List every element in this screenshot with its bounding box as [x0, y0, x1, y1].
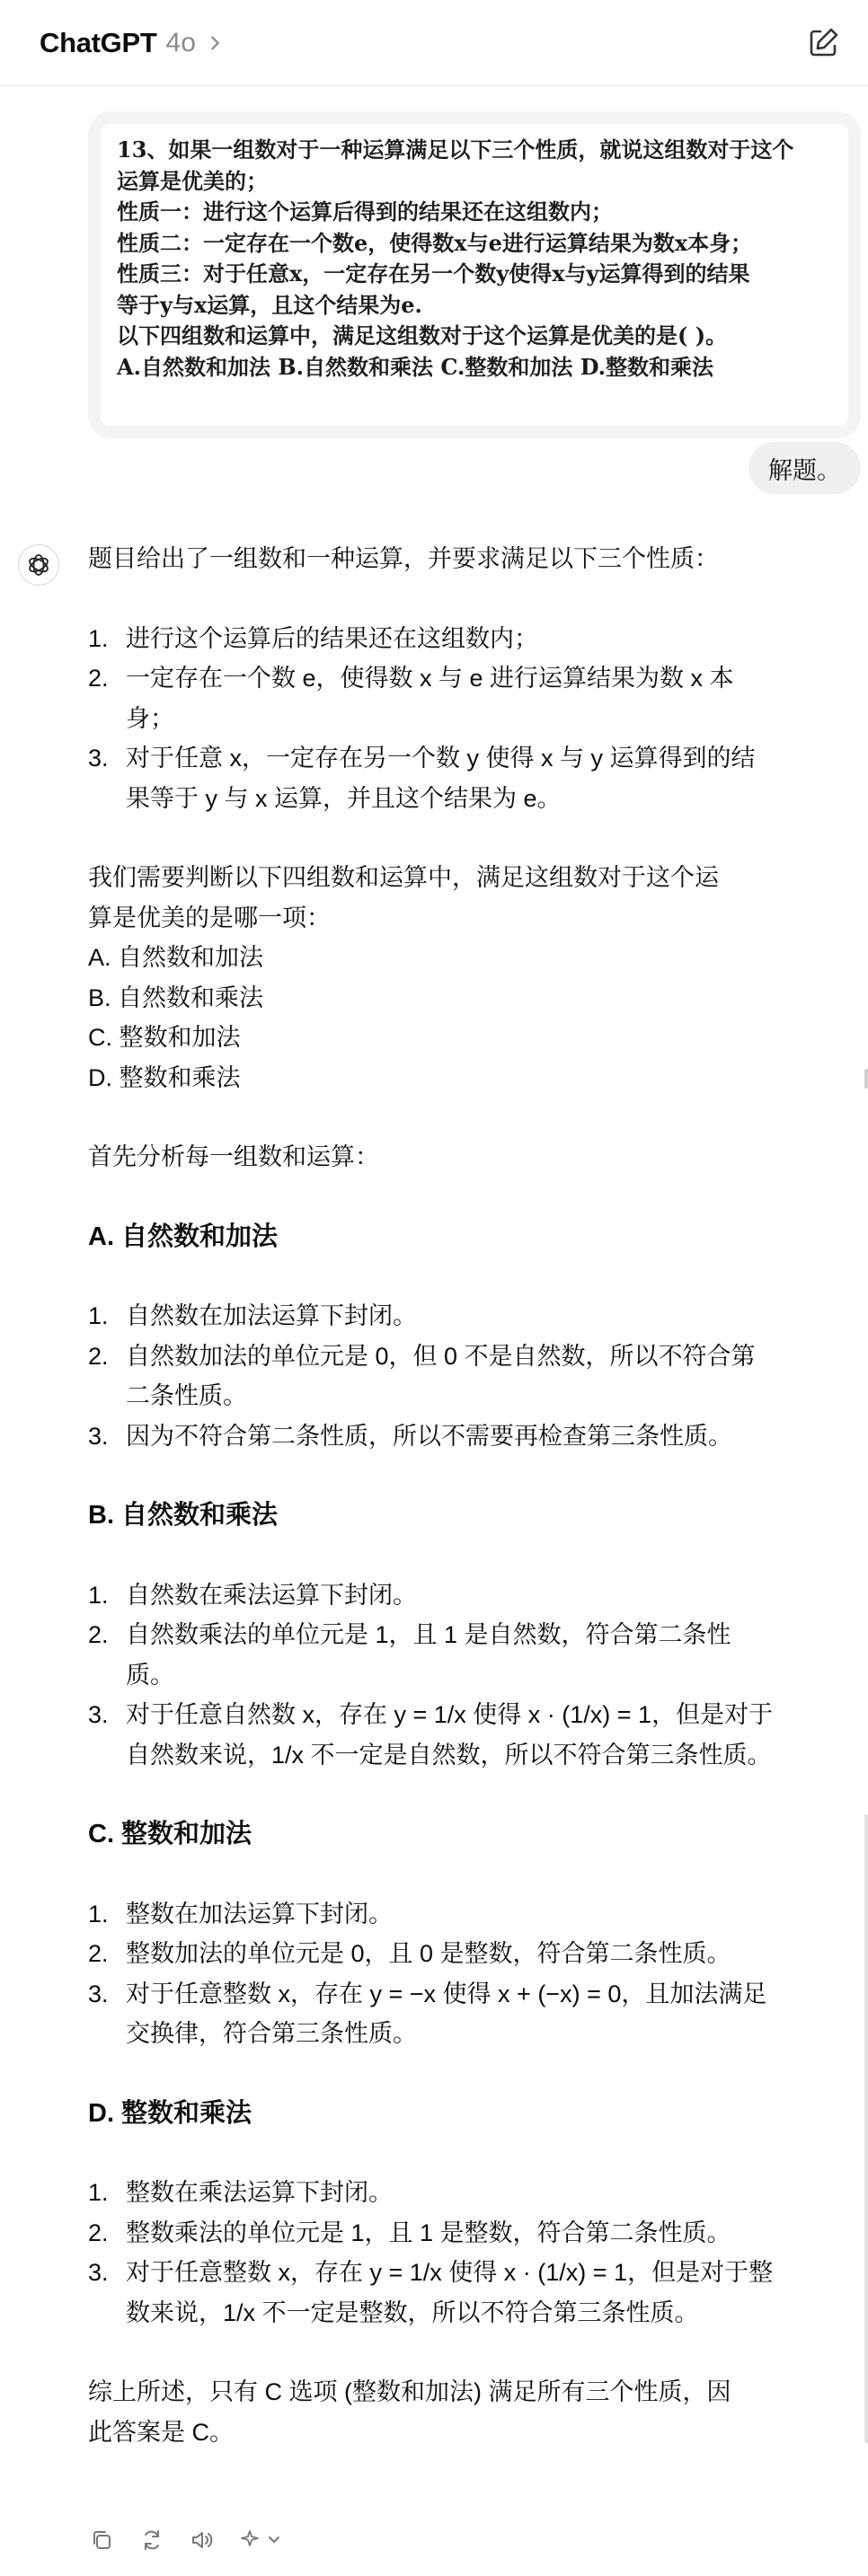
- user-message-text: 解题。: [768, 456, 841, 484]
- list-item: 2. 整数加法的单位元是 0，且 0 是整数，符合第二条性质。: [88, 1940, 731, 1967]
- question-line: 运算是优美的；: [117, 167, 268, 194]
- list-item: 3. 对于任意整数 x，存在 y = −x 使得 x + (−x) = 0，且加法满足交换律，符合第三条性质。: [88, 1980, 767, 2047]
- section-list: [88, 1296, 776, 1456]
- question-line: A.自然数和加法 B.自然数和乘法 C.整数和加法 D.整数和乘法: [117, 353, 714, 380]
- assistant-avatar: [18, 544, 59, 586]
- option-item: B. 自然数和乘法: [88, 984, 264, 1011]
- question-image: [101, 124, 848, 426]
- chevron-right-icon: [205, 33, 225, 53]
- model-name: 4o: [165, 28, 196, 57]
- message-actions: [86, 2522, 288, 2558]
- section-heading: B. 自然数和乘法: [88, 1501, 279, 1530]
- question-line: 13、如果一组数对于一种运算满足以下三个性质，就说这组数对于这个: [117, 137, 794, 163]
- user-message-bubble[interactable]: [748, 442, 861, 494]
- list-item: 1. 自然数在乘法运算下封闭。: [88, 1581, 417, 1609]
- assistant-message: [88, 539, 776, 2452]
- question-line: 性质三：对于任意x，一定存在另一个数y使得x与y运算得到的结果: [117, 260, 750, 287]
- list-item: 2. 自然数加法的单位元是 0，但 0 不是自然数，所以不符合第二条性质。: [88, 1342, 756, 1409]
- list-item: 3. 对于任意 x，一定存在另一个数 y 使得 x 与 y 运算得到的结果等于 y 与 x 运算，并且这个结果为 e。: [88, 745, 756, 812]
- openai-logo-icon: [25, 551, 52, 578]
- analysis-intro: 首先分析每一组数和运算：: [88, 1143, 379, 1170]
- section-list: [88, 2173, 776, 2333]
- list-item: 1. 整数在加法运算下封闭。: [88, 1900, 393, 1928]
- option-item: A. 自然数和加法: [88, 944, 264, 971]
- conclusion: 综上所述，只有 C 选项 (整数和加法) 满足所有三个性质，因 此答案是 C。: [88, 2378, 731, 2446]
- property-list: [88, 619, 776, 819]
- options-list: [88, 938, 776, 1098]
- question-line: 以下四组数和运算中，满足这组数对于这个运算是优美的是( )。: [117, 322, 728, 348]
- question-restate: 我们需要判断以下四组数和运算中，满足这组数对于这个运 算是优美的是哪一项：: [88, 864, 719, 931]
- copy-icon: [90, 2528, 113, 2552]
- section-heading: A. 自然数和加法: [88, 1222, 279, 1251]
- uploaded-image-message[interactable]: [88, 111, 861, 438]
- section-list: [88, 1575, 776, 1776]
- list-item: 1. 自然数在加法运算下封闭。: [88, 1302, 417, 1329]
- read-aloud-icon: [190, 2528, 215, 2552]
- list-item: 1. 整数在乘法运算下封闭。: [88, 2179, 393, 2206]
- answer-intro: 题目给出了一组数和一种运算，并要求满足以下三个性质：: [88, 545, 719, 572]
- section-list: [88, 1894, 776, 2054]
- list-item: 3. 因为不符合第二条性质，所以不需要再检查第三条性质。: [88, 1422, 732, 1450]
- question-line: 性质一：进行这个运算后得到的结果还在这组数内；: [117, 198, 613, 225]
- top-bar: [0, 0, 868, 86]
- list-item: 3. 对于任意整数 x，存在 y = 1/x 使得 x · (1/x) = 1，但是对于整数来说，1/x 不一定是整数，所以不符合第三条性质。: [88, 2259, 774, 2326]
- regenerate-button[interactable]: [137, 2525, 167, 2555]
- list-item: 2. 自然数乘法的单位元是 1，且 1 是自然数，符合第二条性质。: [88, 1621, 731, 1689]
- copy-button[interactable]: [86, 2525, 117, 2555]
- app-title: ChatGPT: [40, 27, 157, 58]
- option-item: D. 整数和乘法: [88, 1063, 241, 1091]
- question-line: 等于y与x运算，且这个结果为e.: [117, 291, 422, 318]
- model-selector[interactable]: [40, 22, 225, 65]
- read-aloud-button[interactable]: [187, 2525, 217, 2555]
- option-item: C. 整数和加法: [88, 1024, 241, 1051]
- question-line: 性质二：一定存在一个数e，使得数x与e进行运算结果为数x本身；: [117, 229, 753, 256]
- section-heading: C. 整数和加法: [88, 1820, 252, 1848]
- regenerate-icon: [140, 2528, 164, 2552]
- scrollbar-thumb[interactable]: [864, 1814, 868, 2443]
- scrollbar-mark: [864, 1069, 868, 1089]
- section-heading: D. 整数和乘法: [88, 2098, 252, 2128]
- list-item: 2. 一定存在一个数 e，使得数 x 与 e 进行运算结果为数 x 本身；: [88, 665, 734, 732]
- list-item: 2. 整数乘法的单位元是 1，且 1 是整数，符合第二条性质。: [88, 2219, 731, 2246]
- list-item: 3. 对于任意自然数 x，存在 y = 1/x 使得 x · (1/x) = 1，但是对于自然数来说，1/x 不一定是自然数，所以不符合第三条性质。: [88, 1701, 774, 1769]
- list-item: 1. 进行这个运算后的结果还在这组数内；: [88, 624, 538, 652]
- model-switch-icon: [239, 2528, 286, 2552]
- model-switch-button[interactable]: [237, 2525, 288, 2555]
- new-chat-icon[interactable]: [805, 25, 841, 61]
